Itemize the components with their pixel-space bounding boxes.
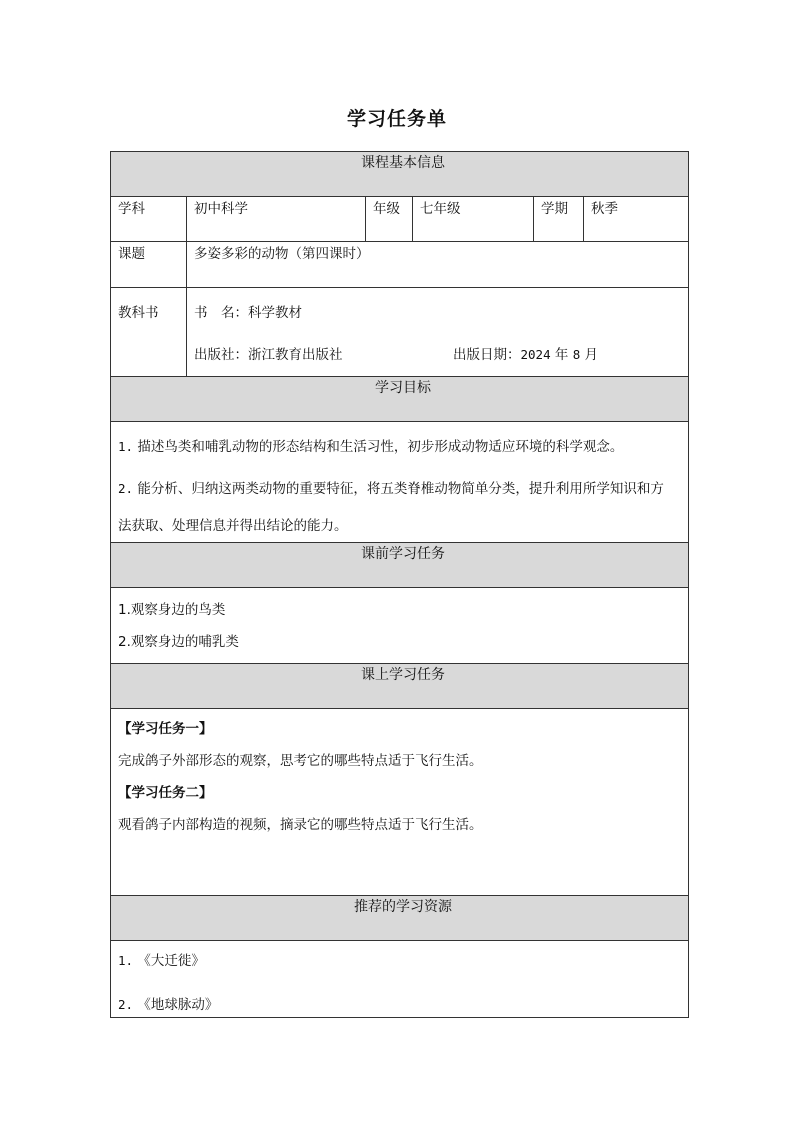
goal-1-text: 描述鸟类和哺乳动物的形态结构和生活习性，初步形成动物适应环境的科学观念。 [137, 439, 624, 455]
section-title-goals: 学习目标 [111, 377, 689, 422]
pre-task-1: 1.观察身边的鸟类 [118, 602, 226, 618]
textbook-label: 教科书 [111, 288, 187, 377]
term-label: 学期 [534, 197, 584, 242]
topic-label: 课题 [111, 242, 187, 288]
publish-month-unit: 月 [584, 347, 599, 363]
class-task-1-heading: 【学习任务一】 [118, 721, 213, 737]
row-topic [111, 242, 689, 288]
resource-1 [118, 949, 688, 969]
grade-label: 年级 [366, 197, 413, 242]
resources-content [111, 941, 689, 1018]
resource-2 [118, 993, 688, 1013]
goal-1-number: 1. [118, 439, 134, 454]
section-header-resources [111, 896, 689, 941]
goals-content [111, 422, 689, 543]
row-goals [111, 422, 689, 543]
pre-tasks-content [111, 588, 689, 664]
task-sheet-table [110, 151, 689, 1018]
publisher: 出版社：浙江教育出版社 [194, 347, 343, 363]
document-title: 学习任务单 [346, 108, 447, 130]
row-textbook [111, 288, 689, 377]
row-resources [111, 941, 689, 1018]
book-name: 书 名：科学教材 [194, 305, 302, 321]
goal-2-line-1 [118, 477, 688, 497]
section-title-class: 课上学习任务 [111, 664, 689, 709]
section-title-pre: 课前学习任务 [111, 543, 689, 588]
pre-task-2: 2.观察身边的哺乳类 [118, 634, 239, 650]
section-title-basic: 课程基本信息 [111, 152, 689, 197]
class-tasks-content [111, 709, 689, 896]
publish-year-unit: 年 [554, 347, 569, 363]
goal-2-number: 2. [118, 481, 134, 496]
resource-1-title: 《大迁徙》 [137, 953, 205, 969]
section-header-basic [111, 152, 689, 197]
goal-2-line-2: 法获取、处理信息并得出结论的能力。 [118, 518, 348, 534]
publisher-row [194, 343, 688, 363]
row-subject [111, 197, 689, 242]
section-header-class [111, 664, 689, 709]
textbook-info [187, 288, 689, 377]
row-class-tasks [111, 709, 689, 896]
resource-2-number: 2. [118, 997, 134, 1012]
resource-2-title: 《地球脉动》 [137, 997, 219, 1013]
subject-value: 初中科学 [187, 197, 366, 242]
publish-date-label: 出版日期： [453, 347, 521, 363]
section-title-resources: 推荐的学习资源 [111, 896, 689, 941]
class-task-2-text: 观看鸽子内部构造的视频，摘录它的哪些特点适于飞行生活。 [118, 817, 483, 833]
resource-1-number: 1. [118, 953, 134, 968]
section-header-pre [111, 543, 689, 588]
publish-year: 2024 [520, 347, 551, 362]
publish-date [453, 343, 598, 363]
grade-value: 七年级 [413, 197, 534, 242]
section-header-goals [111, 377, 689, 422]
goal-2-text: 能分析、归纳这两类动物的重要特征，将五类脊椎动物简单分类，提升利用所学知识和方 [137, 481, 664, 497]
class-task-2-heading: 【学习任务二】 [118, 785, 213, 801]
topic-value: 多姿多彩的动物（第四课时） [187, 242, 689, 288]
publish-month: 8 [572, 347, 581, 362]
class-task-1-text: 完成鸽子外部形态的观察，思考它的哪些特点适于飞行生活。 [118, 753, 483, 769]
row-pre-tasks [111, 588, 689, 664]
subject-label: 学科 [111, 197, 187, 242]
term-value: 秋季 [584, 197, 689, 242]
goal-1 [118, 435, 688, 455]
